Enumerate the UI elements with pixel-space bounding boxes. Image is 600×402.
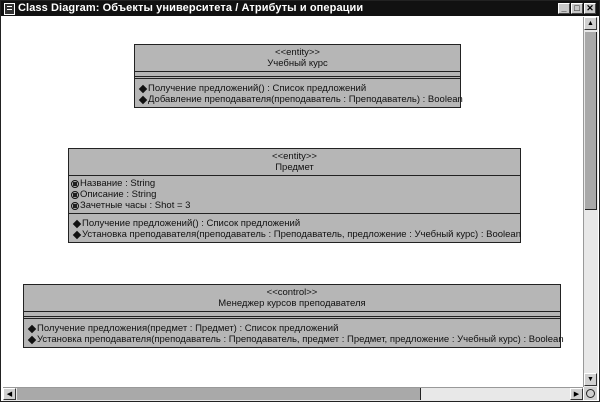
- class-stereotype: <<entity>>: [275, 47, 320, 58]
- operations-compartment: [24, 319, 564, 347]
- private-attribute-icon: [71, 180, 79, 188]
- class-predmet[interactable]: [68, 148, 521, 243]
- maximize-button[interactable]: □: [571, 3, 583, 14]
- class-header: [135, 45, 460, 72]
- public-operation-icon: [28, 335, 36, 343]
- public-operation-icon: [73, 219, 81, 227]
- horizontal-scroll-thumb[interactable]: [17, 388, 421, 400]
- operation-row[interactable]: Получение предложений() : Список предложений: [73, 218, 516, 229]
- scroll-down-button[interactable]: ▼: [584, 373, 597, 386]
- operation-row[interactable]: Установка преподавателя(преподаватель : Преподаватель, предложение : Учебный курс) : Boolean: [73, 229, 516, 240]
- class-header: [24, 285, 560, 312]
- class-stereotype: <<entity>>: [272, 151, 317, 162]
- attributes-compartment: [24, 312, 560, 319]
- class-uchebny-kurs[interactable]: [134, 44, 461, 108]
- attribute-row[interactable]: Зачетные часы : Shot = 3: [71, 200, 516, 211]
- operations-compartment: [135, 79, 463, 107]
- operation-row[interactable]: Добавление преподавателя(преподаватель : Преподаватель) : Boolean: [139, 94, 456, 105]
- window-system-menu-icon[interactable]: [4, 3, 15, 15]
- minimize-button[interactable]: _: [558, 3, 570, 14]
- attribute-row[interactable]: Описание : String: [71, 189, 516, 200]
- vertical-scroll-thumb[interactable]: [585, 32, 597, 210]
- class-name: Учебный курс: [267, 58, 328, 69]
- attribute-row[interactable]: Название : String: [71, 178, 516, 189]
- private-attribute-icon: [71, 202, 79, 210]
- horizontal-scrollbar[interactable]: [3, 387, 583, 401]
- operation-row[interactable]: Получение предложения(предмет : Предмет) : Список предложений: [28, 323, 556, 334]
- class-name: Предмет: [275, 162, 314, 173]
- public-operation-icon: [28, 324, 36, 332]
- window-title: Class Diagram: Объекты университета / Атрибуты и операции: [18, 2, 364, 14]
- attributes-compartment: [69, 176, 520, 214]
- attributes-compartment: [135, 72, 460, 79]
- public-operation-icon: [139, 95, 147, 103]
- public-operation-icon: [139, 84, 147, 92]
- diagram-canvas[interactable]: [3, 17, 581, 385]
- private-attribute-icon: [71, 191, 79, 199]
- window-controls: [558, 3, 596, 14]
- close-button[interactable]: ✕: [584, 3, 596, 14]
- scroll-left-button[interactable]: ◀: [3, 388, 16, 400]
- scroll-right-button[interactable]: ▶: [570, 388, 583, 400]
- size-grip-icon[interactable]: [584, 387, 597, 400]
- class-stereotype: <<control>>: [266, 287, 318, 298]
- operations-compartment: [69, 214, 520, 242]
- public-operation-icon: [73, 230, 81, 238]
- class-name: Менеджер курсов преподавателя: [218, 298, 366, 309]
- class-menedzher-kursov[interactable]: [23, 284, 564, 348]
- operation-row[interactable]: Установка преподавателя(преподаватель : Преподаватель, предмет : Предмет, предложение : Учебный курс) : Boolean: [28, 334, 556, 345]
- scroll-up-button[interactable]: ▲: [584, 17, 597, 30]
- operation-row[interactable]: Получение предложений() : Список предложений: [139, 83, 456, 94]
- class-header: [69, 149, 520, 176]
- vertical-scrollbar[interactable]: [583, 17, 598, 387]
- title-bar[interactable]: [1, 1, 599, 16]
